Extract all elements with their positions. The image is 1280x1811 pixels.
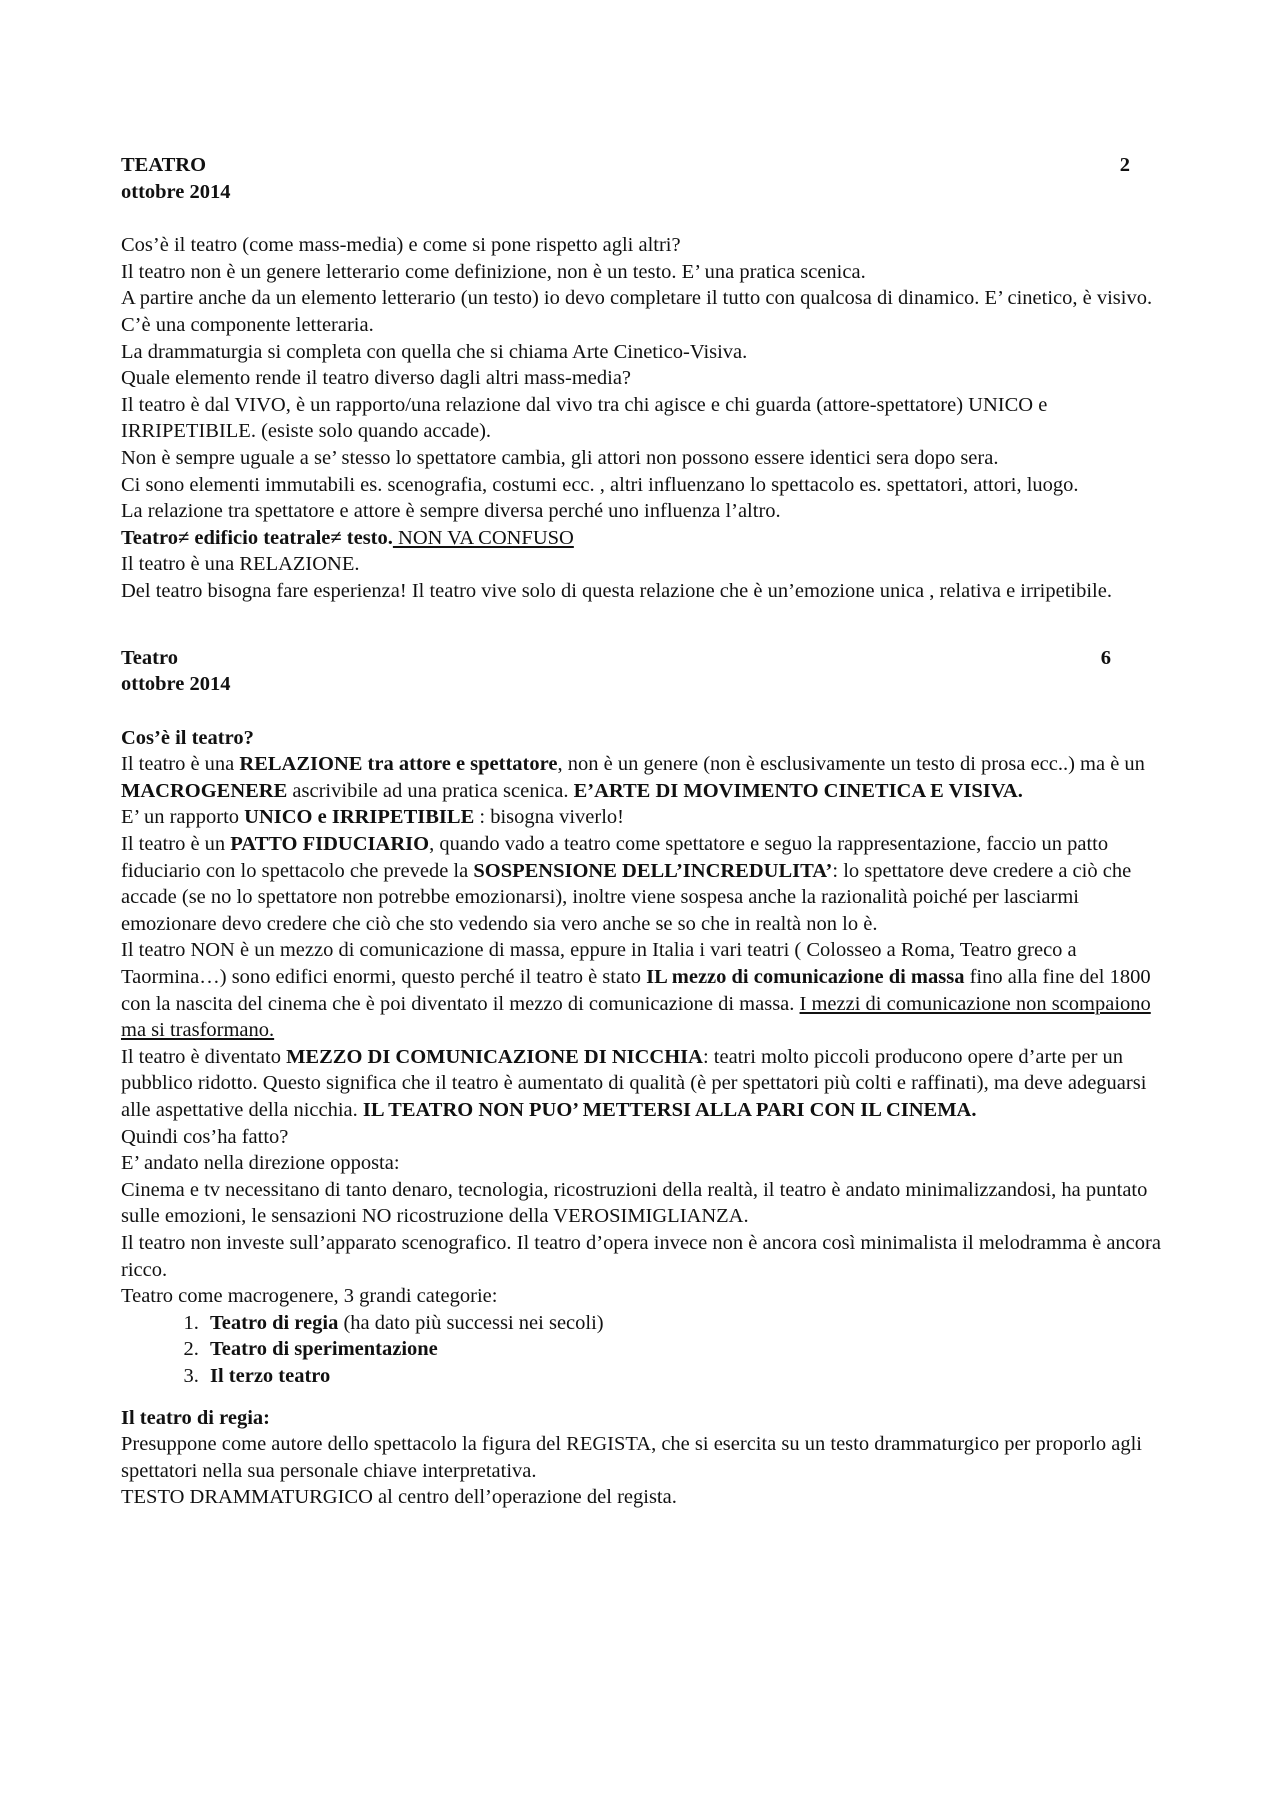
paragraph	[121, 751, 1161, 804]
list-item	[204, 1363, 1161, 1390]
text-bold: Il terzo teatro	[210, 1364, 331, 1387]
text-bold: testo.	[341, 526, 393, 549]
categories-list	[121, 1310, 1161, 1390]
text: Il teatro è un	[121, 833, 231, 856]
paragraph: Il teatro è una RELAZIONE.	[121, 553, 360, 576]
paragraph	[121, 937, 1161, 1043]
page-number: 2	[1119, 154, 1130, 176]
text: Il teatro NON è un mezzo di comunicazione di massa, eppure in Italia i vari teatri ( Colosseo a Roma, Teatro greco a Taormina…) sono edifici enormi, questo perché il teatro è stato	[121, 939, 1077, 989]
subsection-heading: Il teatro di regia:	[121, 1406, 270, 1429]
text: (ha dato più successi nei secoli)	[338, 1311, 604, 1334]
section-date: ottobre 2014	[121, 673, 231, 696]
section-date: ottobre 2014	[121, 180, 231, 203]
text-bold: SOSPENSIONE DELL’INCREDULITA’	[473, 859, 833, 882]
paragraph: Cinema e tv necessitano di tanto denaro, tecnologia, ricostruzioni della realtà, il teatro è andato minimalizzandosi, ha puntato sulle emozioni, le sensazioni NO ricostruzione della VEROSIMIGLIANZA.	[121, 1178, 1148, 1228]
text-bold: Teatro di sperimentazione	[210, 1338, 438, 1361]
text-bold: Teatro di regia	[210, 1311, 339, 1334]
text-bold: RELAZIONE	[239, 753, 363, 776]
section-title: Teatro	[121, 646, 178, 669]
paragraph: Ci sono elementi immutabili es. scenografia, costumi ecc. , altri influenzano lo spettacolo es. spettatori, attori, luogo.	[121, 473, 1079, 496]
paragraph: La drammaturgia si completa con quella che si chiama Arte Cinetico-Visiva.	[121, 340, 748, 363]
text: , non è un genere (non è esclusivamente un testo di prosa ecc..) ma è un	[557, 753, 1145, 776]
text-bold: MEZZO DI COMUNICAZIONE DI NICCHIA	[286, 1045, 703, 1068]
not-equal-icon: ≠	[177, 526, 190, 549]
paragraph	[121, 804, 1161, 831]
document-page	[121, 152, 1161, 1511]
paragraph: TESTO DRAMMATURGICO al centro dell’operazione del regista.	[121, 1486, 677, 1509]
paragraph	[121, 831, 1161, 937]
text: Il teatro è una	[121, 753, 240, 776]
text: Il teatro è diventato	[121, 1045, 287, 1068]
text: : bisogna viverlo!	[474, 806, 625, 829]
text-bold: MACROGENERE	[121, 779, 288, 802]
text: E’ un rapporto	[121, 806, 245, 829]
text: fino alla fine del 1800 con la nascita del cinema che è poi diventato il mezzo di comunicazione di massa.	[121, 966, 1151, 1015]
paragraph: Il teatro non investe sull’apparato scenografico. Il teatro d’opera invece non è ancora così minimalista il melodramma è ancora ricco.	[121, 1231, 1161, 1281]
section-header	[121, 645, 1111, 672]
paragraph: C’è una componente letteraria.	[121, 313, 374, 336]
paragraph: Presuppone come autore dello spettacolo la figura del REGISTA, che si esercita su un testo drammaturgico per proporlo agli spettatori nella sua personale chiave interpretativa.	[121, 1433, 1142, 1482]
paragraph: Non è sempre uguale a se’ stesso lo spettatore cambia, gli attori non possono essere identici sera dopo sera.	[121, 446, 999, 469]
question-heading: Cos’è il teatro?	[121, 726, 254, 749]
paragraph: E’ andato nella direzione opposta:	[121, 1152, 400, 1175]
section-header	[121, 152, 1130, 179]
paragraph	[121, 1044, 1161, 1124]
text-bold: Teatro	[121, 526, 178, 549]
text: : teatri molto piccoli producono opere d’arte per un pubblico ridotto. Questo significa che il teatro è aumentato di qualità (è per spettatori più colti e raffinati), ma deve adeguarsi alle aspettative della nicchia.	[121, 1045, 1147, 1121]
page-number: 6	[1100, 646, 1111, 669]
text-bold: E’ARTE DI MOVIMENTO CINETICA E VISIVA.	[573, 779, 1023, 802]
paragraph: La relazione tra spettatore e attore è sempre diversa perché uno influenza l’altro.	[121, 500, 781, 523]
text-bold: PATTO FIDUCIARIO	[230, 833, 430, 856]
paragraph: Il teatro è dal VIVO, è un rapporto/una relazione dal vivo tra chi agisce e chi guarda (attore-spettatore) UNICO e IRRIPETIBILE. (esiste solo quando accade).	[121, 393, 1048, 443]
paragraph: Quindi cos’ha fatto?	[121, 1125, 289, 1148]
text-bold: edificio teatrale	[189, 526, 331, 549]
section-body	[121, 232, 1161, 604]
paragraph: Il teatro non è un genere letterario come definizione, non è un testo. E’ una pratica scenica.	[121, 260, 866, 283]
section-body	[121, 725, 1161, 1511]
text-bold: IL mezzo di comunicazione di massa	[646, 966, 965, 989]
paragraph: Teatro come macrogenere, 3 grandi categorie:	[121, 1285, 498, 1308]
text-underlined: I mezzi di comunicazione non scompaiono ma si trasformano.	[121, 992, 1151, 1042]
list-item	[204, 1336, 1161, 1363]
key-statement	[121, 525, 1161, 552]
text: , quando vado a teatro come spettatore e seguo la rappresentazione, faccio un patto fiduciario con lo spettacolo che prevede la	[121, 833, 1109, 882]
paragraph: Del teatro bisogna fare esperienza! Il teatro vive solo di questa relazione che è un’emozione unica , relativa e irripetibile.	[121, 579, 1112, 602]
text-bold: tra attore e spettatore	[362, 753, 558, 776]
paragraph: A partire anche da un elemento letterario (un testo) io devo completare il tutto con qualcosa di dinamico. E’ cinetico, è visivo.	[121, 287, 1153, 310]
text-underlined: NON VA CONFUSO	[392, 526, 574, 549]
list-item	[204, 1310, 1161, 1337]
text-bold: UNICO e IRRIPETIBILE	[244, 806, 475, 829]
text: : lo spettatore deve credere a ciò che accade (se no lo spettatore non potrebbe emozionarsi), inoltre viene sospesa anche la razionalità poiché per lasciarmi emozionare devo credere che ciò che sto vedendo sia vero anche se so che in realtà non lo è.	[121, 859, 1132, 935]
paragraph: Cos’è il teatro (come mass-media) e come si pone rispetto agli altri?	[121, 234, 681, 257]
paragraph: Quale elemento rende il teatro diverso dagli altri mass-media?	[121, 367, 632, 390]
section-title: TEATRO	[121, 154, 207, 176]
not-equal-icon: ≠	[330, 526, 342, 549]
text-bold: IL TEATRO NON PUO’ METTERSI ALLA PARI CON IL CINEMA.	[362, 1099, 977, 1121]
text: ascrivibile ad una pratica scenica.	[287, 779, 574, 802]
